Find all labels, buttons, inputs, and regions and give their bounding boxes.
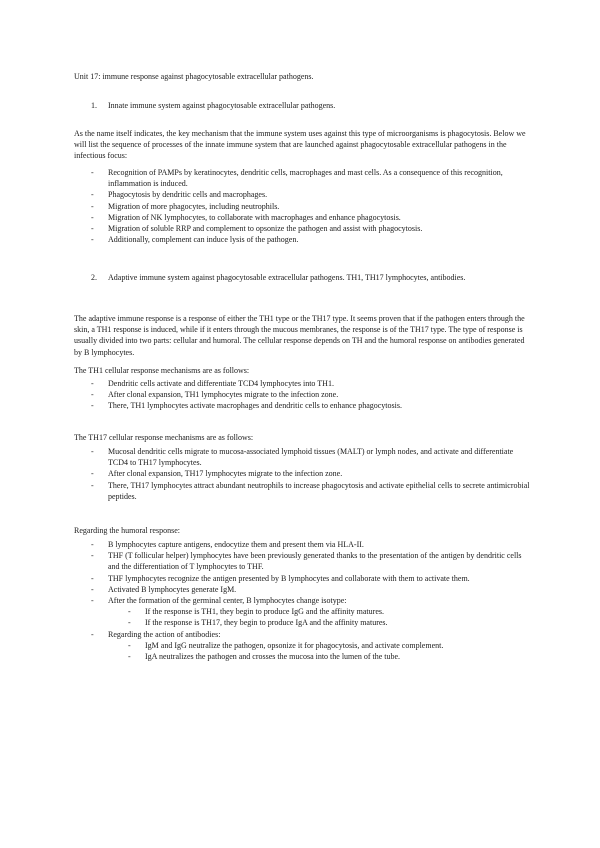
sub-list-item: - IgA neutralizes the pathogen and crosses the mucosa into the lumen of the tube. <box>128 651 531 662</box>
intro-paragraph: As the name itself indicates, the key mechanism that the immune system uses against this type of microorganisms is phagocytosis. Below we will list the sequence of processes of the innate immune system that are launched against phagocytosable extracellular pathogens in the infectious focus: <box>74 129 526 161</box>
list-item: - After clonal expansion, TH17 lymphocytes migrate to the infection zone. <box>91 468 531 479</box>
list-item: - Phagocytosis by dendritic cells and macrophages. <box>91 189 531 200</box>
list-item: - Activated B lymphocytes generate IgM. <box>91 584 531 595</box>
list-item <box>91 595 531 629</box>
list-item: - B lymphocytes capture antigens, endocytize them and present them via HLA-II. <box>91 539 531 550</box>
document-title: Unit 17: immune response against phagocytosable extracellular pathogens. <box>74 72 314 81</box>
isotype-sublist <box>108 606 531 628</box>
list-item-text: After the formation of the germinal center, B lymphocytes change isotype: <box>108 596 347 606</box>
sub-list-item: - If the response is TH1, they begin to produce IgG and the affinity matures. <box>128 606 531 617</box>
th1-list <box>91 378 531 412</box>
list-item: - Migration of soluble RRP and complement to opsonize the pathogen and assist with phagocytosis. <box>91 223 531 234</box>
list-item: - Migration of more phagocytes, including neutrophils. <box>91 201 531 212</box>
sub-list-item: - IgM and IgG neutralize the pathogen, opsonize it for phagocytosis, and activate complement. <box>128 640 531 651</box>
list-item <box>91 629 531 663</box>
list-item-text: Regarding the action of antibodies: <box>108 629 221 639</box>
list-item: - Dendritic cells activate and differentiate TCD4 lymphocytes into TH1. <box>91 378 531 389</box>
section-2-title: Adaptive immune system against phagocytosable extracellular pathogens. TH1, TH17 lymphocytes, antibodies. <box>108 273 466 282</box>
th1-heading: The TH1 cellular response mechanisms are as follows: <box>74 366 250 375</box>
list-item: - Migration of NK lymphocytes, to collaborate with macrophages and enhance phagocytosis. <box>91 212 531 223</box>
antibody-sublist <box>108 640 531 662</box>
section-1-title: Innate immune system against phagocytosable extracellular pathogens. <box>108 101 336 110</box>
list-item: - THF lymphocytes recognize the antigen presented by B lymphocytes and collaborate with them to activate them. <box>91 573 531 584</box>
sub-list-item: - If the response is TH17, they begin to produce IgA and the affinity matures. <box>128 617 531 628</box>
list-item: - After clonal expansion, TH1 lymphocytes migrate to the infection zone. <box>91 389 531 400</box>
th17-list <box>91 446 531 502</box>
adaptive-paragraph: The adaptive immune response is a response of either the TH1 type or the TH17 type. It seems proven that if the pathogen enters through the skin, a TH1 response is induced, while if it enters through the mucous membranes, the response is of the TH17 type. The type of response is usually divided into two parts: cellular and humoral. The cellular response depends on TH and the humoral response on antibodies generated by B lymphocytes. <box>74 314 525 357</box>
list-item: - There, TH1 lymphocytes activate macrophages and dendritic cells to enhance phagocytosis. <box>91 400 531 411</box>
innate-list <box>91 167 531 245</box>
th17-heading: The TH17 cellular response mechanisms are as follows: <box>74 433 254 442</box>
humoral-heading: Regarding the humoral response: <box>74 526 180 535</box>
list-item: - Recognition of PAMPs by keratinocytes, dendritic cells, macrophages and mast cells. As a consequence of this recognition, inflammation is induced. <box>91 167 531 189</box>
list-item: - Additionally, complement can induce lysis of the pathogen. <box>91 234 531 245</box>
list-item: - There, TH17 lymphocytes attract abundant neutrophils to increase phagocytosis and activate epithelial cells to secrete antimicrobial peptides. <box>91 480 531 502</box>
section-1-number: 1. <box>91 101 97 110</box>
humoral-list <box>91 539 531 662</box>
list-item: - THF (T follicular helper) lymphocytes have been previously generated thanks to the presentation of the antigen by dendritic cells and the differentiation of T lymphocytes to THF. <box>91 550 531 572</box>
list-item: - Mucosal dendritic cells migrate to mucosa-associated lymphoid tissues (MALT) or lymph nodes, and activate and differentiate TCD4 to TH17 lymphocytes. <box>91 446 531 468</box>
section-2-number: 2. <box>91 273 97 282</box>
